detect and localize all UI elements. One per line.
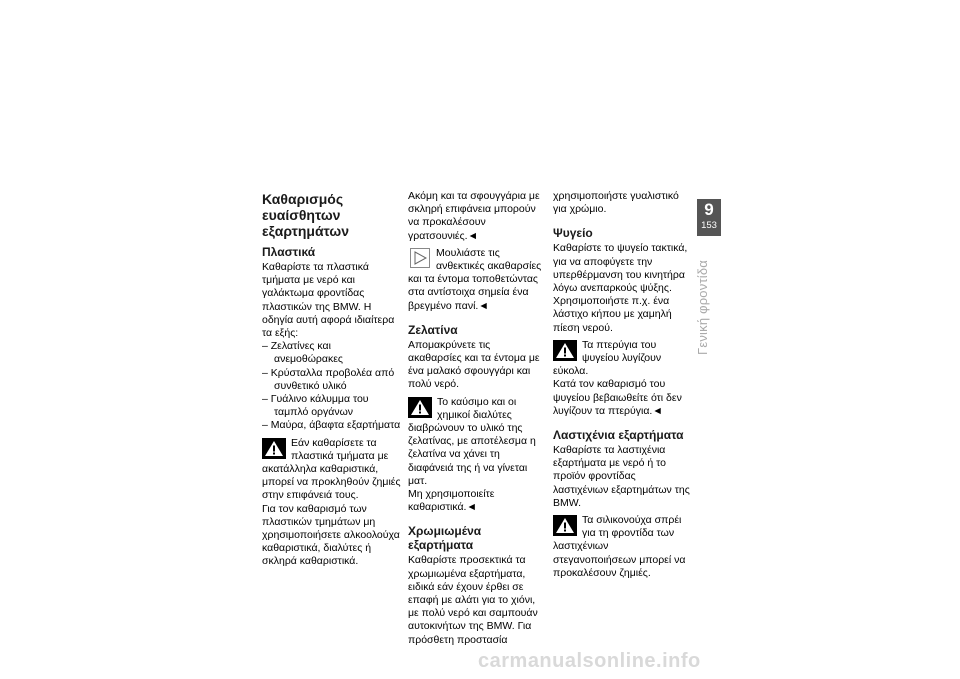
windshield-heading: Ζελατίνα (408, 322, 458, 337)
warning-text-continued: Μη χρησιμοποιείτε καθαριστικά.◄ (408, 488, 495, 514)
radiator-text-2: Χρησιμοποιήστε π.χ. ένα λάστιχο κήπου με χαμηλή πίεση νερού. (553, 295, 672, 334)
chrome-text-continued: χρησιμοποιήστε γυαλιστικό για χρώμιο. (553, 190, 679, 216)
watermark: carmanualsonline.info (478, 650, 701, 672)
warning-text: Εάν καθαρίσετε τα πλαστικά τμήματα με ακατάλληλα καθαριστικά, μπορεί να προκληθούν ζημιές στην επιφάνειά τους. (262, 436, 401, 502)
tip-triangle-icon (410, 248, 430, 268)
column-left (262, 190, 402, 569)
warning-text-continued: Κατά τον καθαρισμό του ψυγείου βεβαιωθείτε ότι δεν λυγίζουν τα πτερύγια.◄ (553, 378, 682, 417)
tip-text: Μουλιάστε τις ανθεκτικές ακαθαρσίες και τα έντομα τοποθετώντας στα αντίστοιχα σημεία ένα βρεγμένο πανί.◄ (408, 246, 542, 312)
warning-note-plastics (262, 437, 402, 503)
tip-note-insects (408, 247, 544, 313)
page-title: Καθαρισμός ευαίσθητων εξαρτημάτων (262, 191, 350, 239)
column-right (553, 190, 691, 580)
list-item: – Μαύρα, άβαφτα εξαρτήματα (262, 419, 402, 432)
plastics-intro: Καθαρίστε τα πλαστικά τμήματα με νερό και γαλάκτωμα φροντίδας πλαστικών της BMW. Η οδηγία αυτή αφορά ιδιαίτερα τα εξής: (262, 261, 395, 340)
warning-icon (262, 438, 286, 459)
warning-note-windshield (408, 396, 544, 488)
chapter-number: 9 (704, 200, 714, 219)
rubber-text: Καθαρίστε τα λαστιχένια εξαρτήματα με νερό ή το προϊόν φροντίδας λαστιχένιων εξαρτημάτων της BMW. (553, 444, 690, 509)
warning-icon (408, 397, 432, 418)
list-item: – Ζελατίνες και ανεμοθώρακες (262, 340, 402, 366)
plastics-heading: Πλαστικά (262, 245, 316, 259)
warning-icon (553, 340, 577, 361)
warning-note-radiator (553, 339, 691, 379)
radiator-heading: Ψυγείο (553, 226, 593, 241)
windshield-text: Απομακρύνετε τις ακαθαρσίες και τα έντομα με ένα μαλακό σφουγγάρι και πολύ νερό. (408, 338, 540, 391)
warning-text: Τα σιλικονούχα σπρέι για τη φροντίδα των λαστιχένιων στεγανοποιήσεων μπορεί να προκαλέσουν ζημιές. (553, 514, 686, 579)
page-number: 153 (701, 220, 717, 231)
warning-text-continued: Για τον καθαρισμό των πλαστικών τμημάτων μη χρησιμοποιήσετε αλκοολούχα καθαριστικά, διαλύτες ή σκληρά καθαριστικά. (262, 502, 400, 568)
chapter-tab (697, 199, 721, 236)
radiator-text: Καθαρίστε το ψυγείο τακτικά, για να αποφύγετε την υπερθέρμανση του κινητήρα λόγω ανεπαρκούς ψύξης. (553, 242, 688, 295)
sponge-warning-text: Ακόμη και τα σφουγγάρια με σκληρή επιφάνεια μπορούν να προκαλέσουν γρατσουνιές.◄ (408, 190, 540, 242)
chrome-heading: Χρωμιωμένα εξαρτήματα (408, 524, 482, 553)
list-item: – Κρύσταλλα προβολέα από συνθετικό υλικό (262, 367, 402, 393)
chrome-text: Καθαρίστε προσεκτικά τα χρωμιωμένα εξαρτήματα, ειδικά εάν έχουν έρθει σε επαφή με αλάτι για το χιόνι, με πολύ νερό και σαμπουάν αυτοκινήτων της BMW. Για πρόσθετη προστασία (408, 554, 538, 646)
rubber-heading: Λαστιχένια εξαρτήματα (553, 428, 684, 443)
column-middle (408, 190, 544, 647)
warning-text: Τα πτερύγια του ψυγείου λυγίζουν εύκολα. (553, 338, 662, 378)
warning-text: Το καύσιμο και οι χημικοί διαλύτες διαβρώνουν το υλικό της ζελατίνας, με αποτέλεσμα η ζελατίνα να χάνει τη διαφάνειά της ή να γίνεται ματ. (408, 395, 536, 487)
warning-icon (553, 515, 577, 536)
warning-note-rubber (553, 514, 691, 580)
plastics-list (262, 340, 402, 432)
list-item: – Γυάλινο κάλυμμα του ταμπλό οργάνων (262, 393, 402, 419)
chapter-side-title: Γενική φροντίδα (695, 259, 710, 355)
